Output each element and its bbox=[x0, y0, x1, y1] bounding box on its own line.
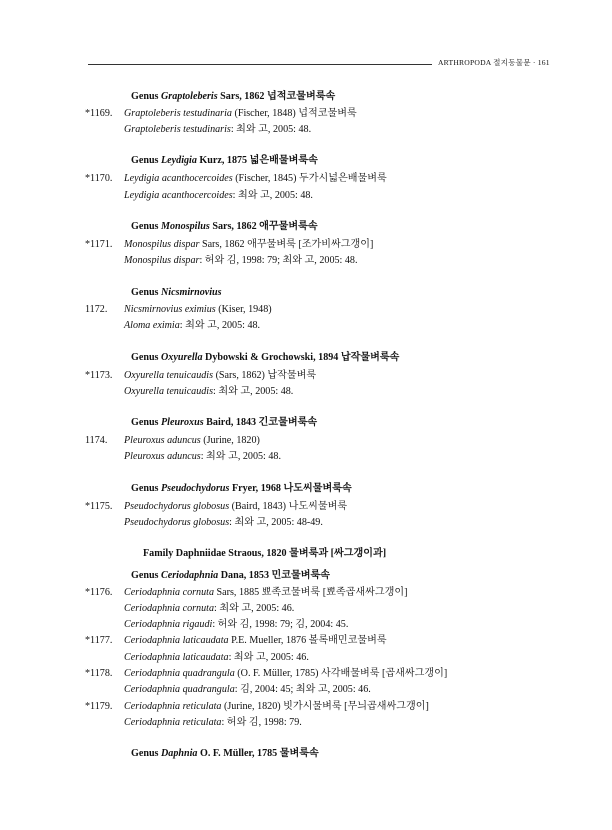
genus-heading bbox=[131, 417, 317, 429]
taxon-name: Pleuroxus aduncus bbox=[124, 435, 201, 446]
text-segment: (Fischer, 1845) 두가시넓은배물벼룩 bbox=[232, 173, 387, 184]
taxon-name: Pleuroxus aduncus bbox=[124, 451, 201, 462]
synonym-line bbox=[124, 619, 348, 631]
entry-text bbox=[124, 587, 407, 599]
genus-heading bbox=[131, 155, 318, 167]
text-segment: : 최와 고, 2005: 48. bbox=[200, 451, 282, 462]
entry-text bbox=[124, 173, 387, 185]
synonym-line bbox=[124, 320, 260, 332]
text-segment: P.E. Mueller, 1876 볼록배민코물벼룩 bbox=[228, 635, 387, 646]
synonym-line bbox=[124, 451, 281, 463]
text-segment: Genus bbox=[131, 483, 162, 494]
text-segment: Genus bbox=[131, 221, 162, 232]
entry-text bbox=[124, 635, 387, 647]
taxon-name: Pleuroxus bbox=[161, 417, 204, 428]
header-rule bbox=[88, 64, 432, 65]
entry-number: *1176. bbox=[85, 587, 113, 598]
taxon-name: Ceriodaphnia cornuta bbox=[124, 603, 215, 614]
text-segment: (Sars, 1862) 납작물벼룩 bbox=[213, 370, 317, 381]
genus-heading bbox=[131, 221, 318, 233]
taxon-name: Ceriodaphnia bbox=[161, 570, 219, 581]
text-segment: Genus bbox=[131, 352, 162, 363]
synonym-line bbox=[124, 652, 309, 664]
text-segment: Kurz, 1875 넓은배물벼룩속 bbox=[196, 155, 318, 166]
taxon-name: Pseudochydorus bbox=[161, 483, 230, 494]
synonym-line bbox=[124, 603, 294, 615]
text-segment: Genus bbox=[131, 748, 162, 759]
taxon-name: Daphnia bbox=[161, 748, 198, 759]
text-segment: (Baird, 1843) 나도씨물벼룩 bbox=[229, 501, 348, 512]
entry-number: *1173. bbox=[85, 370, 113, 381]
text-segment: : 최와 고, 2005: 48-49. bbox=[229, 517, 323, 528]
synonym-line bbox=[124, 190, 313, 202]
genus-heading bbox=[131, 748, 319, 760]
entry-number: 1172. bbox=[85, 304, 108, 315]
running-header: ARTHROPODA 절지동물문 · 161 bbox=[438, 58, 550, 67]
text-segment: (Kiser, 1948) bbox=[215, 304, 272, 315]
text-segment: Sars, 1885 뾰족코물벼룩 [뾰족곱새싸그갱이] bbox=[214, 587, 408, 598]
taxon-name: Pseudochydorus globosus bbox=[124, 517, 230, 528]
taxon-name: Monospilus dispar bbox=[124, 239, 200, 250]
text-segment: Genus bbox=[131, 570, 162, 581]
entry-number: *1170. bbox=[85, 173, 113, 184]
text-segment: Dybowski & Grochowski, 1894 납작물벼룩속 bbox=[202, 352, 400, 363]
synonym-line bbox=[124, 684, 371, 696]
text-segment: (O. F. Müller, 1785) 사각배물벼룩 [곱새싸그갱이] bbox=[234, 668, 448, 679]
taxon-name: Ceriodaphnia quadrangula bbox=[124, 684, 235, 695]
taxon-name: Ceriodaphnia laticaudata bbox=[124, 635, 229, 646]
text-segment: O. F. Müller, 1785 물벼룩속 bbox=[197, 748, 319, 759]
text-segment: : 허와 김, 1998: 79; 최와 고, 2005: 48. bbox=[199, 255, 358, 266]
entry-number: *1177. bbox=[85, 635, 113, 646]
taxon-name: Pseudochydorus globosus bbox=[124, 501, 230, 512]
text-segment: : 최와 고, 2005: 48. bbox=[230, 124, 312, 135]
entry-number: *1171. bbox=[85, 239, 113, 250]
text-segment: (Jurine, 1820) 빗가시물벼룩 [무늬곱새싸그갱이] bbox=[221, 701, 429, 712]
text-segment: Dana, 1853 민코물벼룩속 bbox=[218, 570, 331, 581]
taxon-name: Graptoleberis testudinaris bbox=[124, 124, 231, 135]
entry-number: *1175. bbox=[85, 501, 113, 512]
taxon-name: Graptoleberis testudinaria bbox=[124, 108, 232, 119]
text-segment: : 최와 고, 2005: 48. bbox=[232, 190, 313, 201]
entry-text bbox=[124, 304, 272, 316]
genus-heading bbox=[131, 570, 330, 582]
taxon-name: Nicsmirnovius eximius bbox=[124, 304, 216, 315]
synonym-line bbox=[124, 717, 302, 729]
genus-heading bbox=[131, 483, 352, 495]
entry-number: *1169. bbox=[85, 108, 113, 119]
text-segment: : 최와 고, 2005: 46. bbox=[228, 652, 309, 663]
entry-text bbox=[124, 501, 347, 513]
taxon-name: Oxyurella bbox=[161, 352, 203, 363]
text-segment: Genus bbox=[131, 417, 162, 428]
text-segment: Fryer, 1968 나도씨물벼룩속 bbox=[229, 483, 352, 494]
text-segment: : 최와 고, 2005: 46. bbox=[214, 603, 295, 614]
entry-number: *1179. bbox=[85, 701, 113, 712]
text-segment: Sars, 1862 애꾸물벼룩 [조가비싸그갱이] bbox=[199, 239, 374, 250]
taxon-name: Ceriodaphnia reticulata bbox=[124, 717, 222, 728]
text-segment: : 허와 김, 1998: 79; 김, 2004: 45. bbox=[212, 619, 349, 630]
taxon-name: Ceriodaphnia reticulata bbox=[124, 701, 222, 712]
synonym-line bbox=[124, 517, 323, 529]
text-segment: Baird, 1843 긴코물벼룩속 bbox=[203, 417, 318, 428]
taxon-name: Oxyurella tenuicaudis bbox=[124, 370, 214, 381]
family-heading bbox=[143, 548, 386, 560]
text-segment: (Jurine, 1820) bbox=[200, 435, 260, 446]
taxon-name: Oxyurella tenuicaudis bbox=[124, 386, 214, 397]
genus-heading bbox=[131, 352, 399, 364]
taxon-name: Ceriodaphnia quadrangula bbox=[124, 668, 235, 679]
genus-heading bbox=[131, 287, 222, 299]
entry-text bbox=[124, 435, 260, 447]
text-segment: Sars, 1862 넙적코물벼룩속 bbox=[217, 91, 336, 102]
taxon-name: Leydigia acanthocercoides bbox=[124, 173, 233, 184]
taxon-name: Nicsmirnovius bbox=[161, 287, 222, 298]
text-segment: Genus bbox=[131, 155, 162, 166]
text-segment: : 김, 2004: 45; 최와 고, 2005: 46. bbox=[234, 684, 371, 695]
taxon-name: Monospilus dispar bbox=[124, 255, 200, 266]
entry-text bbox=[124, 701, 429, 713]
synonym-line bbox=[124, 386, 293, 398]
synonym-line bbox=[124, 255, 357, 267]
entry-text bbox=[124, 668, 447, 680]
text-segment: Genus bbox=[131, 91, 162, 102]
taxon-name: Leydigia acanthocercoides bbox=[124, 190, 233, 201]
entry-number: 1174. bbox=[85, 435, 108, 446]
text-segment: : 허와 김, 1998: 79. bbox=[221, 717, 302, 728]
text-segment: : 최와 고, 2005: 48. bbox=[179, 320, 261, 331]
text-segment: Genus bbox=[131, 287, 162, 298]
taxon-name: Ceriodaphnia rigaudi bbox=[124, 619, 213, 630]
taxon-name: Graptoleberis bbox=[161, 91, 218, 102]
taxon-name: Leydigia bbox=[161, 155, 197, 166]
synonym-line bbox=[124, 124, 311, 136]
entry-text bbox=[124, 108, 357, 120]
entry-text bbox=[124, 370, 316, 382]
text-segment: : 최와 고, 2005: 48. bbox=[213, 386, 294, 397]
taxon-name: Monospilus bbox=[161, 221, 210, 232]
taxon-name: Aloma eximia bbox=[124, 320, 180, 331]
text-segment: Family Daphniidae Straous, 1820 물벼룩과 [싸그갱이과] bbox=[143, 548, 387, 559]
taxon-name: Ceriodaphnia cornuta bbox=[124, 587, 215, 598]
text-segment: Sars, 1862 애꾸물벼룩속 bbox=[209, 221, 318, 232]
taxon-name: Ceriodaphnia laticaudata bbox=[124, 652, 229, 663]
entry-number: *1178. bbox=[85, 668, 113, 679]
genus-heading bbox=[131, 91, 335, 103]
text-segment: (Fischer, 1848) 넙적코물벼룩 bbox=[231, 108, 357, 119]
entry-text bbox=[124, 239, 373, 251]
